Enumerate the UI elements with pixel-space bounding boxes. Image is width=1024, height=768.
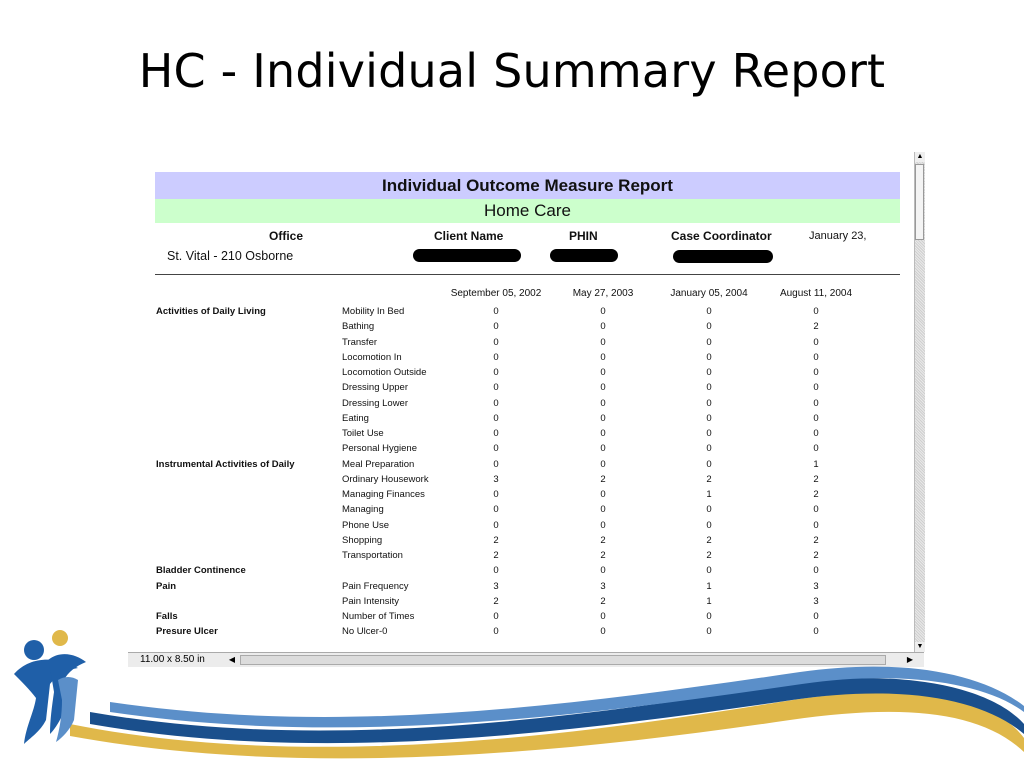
table-row [155, 396, 900, 411]
row-value-1: 0 [493, 489, 499, 500]
row-value-3: 0 [706, 458, 712, 470]
table-row [155, 365, 900, 380]
client-name-redaction [413, 249, 521, 262]
row-value-2: 0 [600, 611, 606, 622]
row-item: Dressing Upper [342, 382, 408, 394]
row-value-3: 0 [706, 504, 712, 516]
row-value-2: 3 [600, 580, 606, 592]
row-value-2: 2 [600, 595, 606, 607]
row-value-1: 2 [493, 534, 499, 546]
table-row [155, 411, 900, 426]
row-value-3: 0 [706, 351, 712, 363]
client-name-header: Client Name [434, 229, 504, 243]
row-value-3: 1 [706, 595, 712, 607]
row-value-1: 0 [493, 504, 499, 516]
date-column-2: May 27, 2003 [572, 288, 634, 299]
row-value-2: 0 [600, 367, 606, 378]
table-row [155, 548, 900, 563]
table-row [155, 335, 900, 350]
row-value-1: 0 [493, 397, 499, 409]
row-value-3: 2 [706, 534, 712, 546]
row-value-4: 0 [813, 428, 819, 439]
report-date: January 23, [809, 230, 867, 242]
date-column-4: August 11, 2004 [779, 288, 853, 299]
row-item: Locomotion Outside [342, 367, 427, 378]
row-item: Locomotion In [342, 351, 402, 363]
table-row [155, 579, 900, 594]
table-row [155, 472, 900, 487]
row-value-4: 0 [813, 397, 819, 409]
row-value-1: 0 [493, 626, 499, 638]
date-column-3: January 05, 2004 [670, 288, 748, 299]
phin-redaction [550, 249, 618, 262]
row-value-2: 0 [600, 412, 606, 424]
row-value-3: 0 [706, 443, 712, 455]
row-value-4: 2 [813, 473, 819, 485]
row-value-1: 0 [493, 351, 499, 363]
row-value-4: 2 [813, 550, 819, 561]
row-value-4: 2 [813, 321, 819, 333]
row-value-4: 0 [813, 351, 819, 363]
scroll-up-arrow-icon[interactable]: ▲ [916, 153, 924, 160]
row-value-4: 2 [813, 489, 819, 500]
row-value-3: 0 [706, 611, 712, 622]
table-row [155, 533, 900, 548]
row-item: Number of Times [342, 611, 415, 622]
row-value-4: 0 [813, 336, 819, 348]
row-category: Instrumental Activities of Daily [156, 458, 295, 470]
row-value-3: 0 [706, 321, 712, 333]
row-value-4: 3 [813, 580, 819, 592]
row-item: Transportation [342, 550, 403, 561]
report-title: Individual Outcome Measure Report [155, 172, 900, 199]
row-category: Falls [156, 611, 178, 622]
scroll-right-arrow-icon[interactable]: ▶ [906, 655, 914, 664]
row-value-4: 0 [813, 412, 819, 424]
row-value-1: 0 [493, 565, 499, 577]
row-value-1: 3 [493, 580, 499, 592]
row-value-4: 0 [813, 565, 819, 577]
row-value-1: 2 [493, 595, 499, 607]
case-coordinator-header: Case Coordinator [671, 229, 772, 243]
row-value-2: 0 [600, 443, 606, 455]
row-value-2: 0 [600, 382, 606, 394]
row-value-2: 0 [600, 336, 606, 348]
row-item: Dressing Lower [342, 397, 408, 409]
row-value-4: 0 [813, 519, 819, 531]
row-value-4: 0 [813, 443, 819, 455]
date-column-1: September 05, 2002 [450, 288, 542, 299]
row-value-1: 0 [493, 611, 499, 622]
row-item: Meal Preparation [342, 458, 415, 470]
row-value-3: 0 [706, 626, 712, 638]
row-value-2: 0 [600, 351, 606, 363]
row-item: Managing Finances [342, 489, 425, 500]
scroll-left-arrow-icon[interactable]: ◀ [228, 655, 236, 664]
program-name: Home Care [155, 199, 900, 223]
row-value-4: 0 [813, 382, 819, 394]
row-value-2: 2 [600, 473, 606, 485]
row-value-1: 0 [493, 412, 499, 424]
row-item: Eating [342, 412, 369, 424]
row-value-3: 0 [706, 519, 712, 531]
row-item: Transfer [342, 336, 378, 348]
row-item: Toilet Use [342, 428, 384, 439]
case-coordinator-redaction [673, 250, 773, 263]
row-item: Managing [342, 504, 384, 516]
page-size-label: 11.00 x 8.50 in [140, 654, 205, 665]
row-value-2: 2 [600, 534, 606, 546]
table-row [155, 487, 900, 502]
row-item: Shopping [342, 534, 383, 546]
row-value-1: 3 [493, 473, 499, 485]
row-item: Bathing [342, 321, 375, 333]
office-value: St. Vital - 210 Osborne [167, 249, 294, 263]
row-value-1: 0 [493, 306, 499, 317]
row-value-3: 0 [706, 306, 712, 317]
scroll-down-arrow-icon[interactable]: ▼ [916, 643, 924, 650]
row-value-1: 0 [493, 367, 499, 378]
slide-title: HC - Individual Summary Report [138, 44, 886, 98]
row-category: Pain [156, 580, 177, 592]
phin-header: PHIN [569, 229, 598, 243]
row-category: Bladder Continence [156, 565, 246, 577]
table-row [155, 380, 900, 395]
row-value-4: 1 [813, 458, 819, 470]
office-header: Office [269, 229, 304, 243]
table-row [155, 350, 900, 365]
row-value-3: 1 [706, 489, 712, 500]
row-value-3: 1 [706, 580, 712, 592]
table-row [155, 319, 900, 334]
vertical-scrollbar[interactable] [914, 152, 925, 652]
row-value-3: 0 [706, 412, 712, 424]
row-value-4: 0 [813, 626, 819, 638]
row-value-1: 0 [493, 321, 499, 333]
footer-swoosh [0, 620, 1024, 768]
row-value-1: 0 [493, 519, 499, 531]
row-value-2: 0 [600, 489, 606, 500]
table-row [155, 304, 900, 319]
row-value-1: 0 [493, 443, 499, 455]
row-value-4: 0 [813, 306, 819, 317]
row-value-3: 0 [706, 565, 712, 577]
row-item: Personal Hygiene [342, 443, 417, 455]
row-value-2: 0 [600, 458, 606, 470]
row-value-3: 0 [706, 428, 712, 439]
row-value-4: 0 [813, 611, 819, 622]
row-item: Pain Intensity [342, 595, 400, 607]
row-value-2: 0 [600, 519, 606, 531]
row-value-4: 0 [813, 367, 819, 378]
row-item: Pain Frequency [342, 580, 409, 592]
table-row [155, 502, 900, 517]
row-item: Phone Use [342, 519, 390, 531]
row-value-2: 0 [600, 504, 606, 516]
row-value-2: 0 [600, 428, 606, 439]
row-value-2: 0 [600, 321, 606, 333]
row-value-2: 2 [600, 550, 606, 561]
row-value-4: 2 [813, 534, 819, 546]
row-value-3: 0 [706, 397, 712, 409]
row-value-1: 0 [493, 382, 499, 394]
row-item: Ordinary Housework [342, 473, 429, 485]
row-value-4: 0 [813, 504, 819, 516]
row-value-3: 0 [706, 367, 712, 378]
row-value-3: 2 [706, 473, 712, 485]
row-category: Activities of Daily Living [156, 306, 266, 317]
row-value-2: 0 [600, 565, 606, 577]
row-item: No Ulcer-0 [342, 626, 388, 638]
row-value-1: 0 [493, 336, 499, 348]
table-row [155, 457, 900, 472]
table-row [155, 518, 900, 533]
row-value-2: 0 [600, 306, 606, 317]
row-category: Presure Ulcer [156, 626, 218, 638]
row-value-1: 0 [493, 428, 499, 439]
row-value-4: 3 [813, 595, 819, 607]
row-value-3: 2 [706, 550, 712, 561]
row-value-3: 0 [706, 336, 712, 348]
table-row [155, 441, 900, 456]
table-row [155, 426, 900, 441]
row-value-2: 0 [600, 397, 606, 409]
row-value-3: 0 [706, 382, 712, 394]
vertical-scroll-thumb[interactable] [915, 164, 924, 240]
table-row [155, 563, 900, 578]
report-viewer [128, 152, 924, 666]
row-value-1: 0 [493, 458, 499, 470]
row-value-2: 0 [600, 626, 606, 638]
header-divider [155, 274, 900, 275]
row-value-1: 2 [493, 550, 499, 561]
row-item: Mobility In Bed [342, 306, 405, 317]
report-page [155, 172, 900, 650]
table-row [155, 594, 900, 609]
